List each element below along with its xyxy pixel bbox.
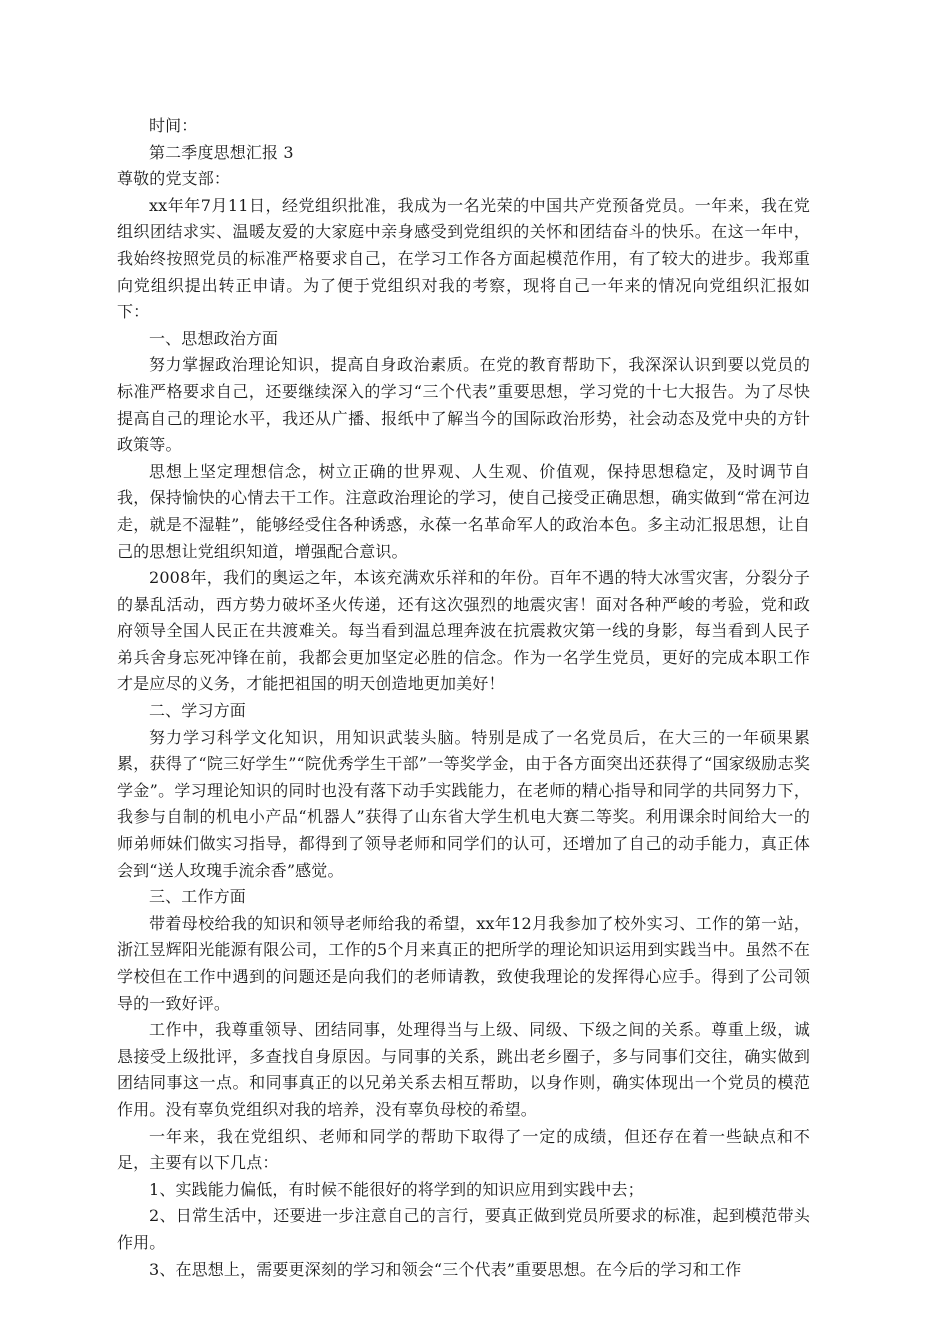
section-heading-study: 二、学习方面 bbox=[149, 701, 246, 721]
section-heading-political: 一、思想政治方面 bbox=[149, 328, 279, 348]
list-item-3: 3、在思想上，需要更深刻的学习和领会“三个代表”重要思想。在今后的学习和工作 bbox=[149, 1259, 742, 1279]
section-heading-work: 三、工作方面 bbox=[149, 887, 246, 907]
salutation: 尊敬的党支部： bbox=[117, 169, 231, 189]
paragraph-work-2: 工作中，我尊重领导、团结同事，处理得当与上级、同级、下级之间的关系。尊重上级，诚恳接受上级批评，多查找自身原因。与同事的关系，跳出老乡圈子，多与同事们交往，确实做到团结同事这一点。和同事真正的以兄弟关系去相互帮助，以身作则，确实体现出一个党员的模范作用。没有辜负党组织对我的培养，没有辜负母校的希望。 bbox=[117, 1020, 810, 1119]
paragraph-summary: 一年来，我在党组织、老师和同学的帮助下取得了一定的成绩，但还存在着一些缺点和不足，主要有以下几点： bbox=[117, 1126, 810, 1173]
paragraph-study: 努力学习科学文化知识，用知识武装头脑。特别是成了一名党员后，在大三的一年硕果累累，获得了“院三好学生”“院优秀学生干部”一等奖学金，由于各方面突出还获得了“国家级励志奖学金”。学习理论知识的同时也没有落下动手实践能力，在老师的精心指导和同学的共同努力下，我参与自制的机电小产品“机器人”获得了山东省大学生机电大赛二等奖。利用课余时间给大一的师弟师妹们做实习指导，都得到了领导老师和同学们的认可，还增加了自己的动手能力，真正体会到“送人玫瑰手流余香”感觉。 bbox=[117, 727, 810, 880]
paragraph-intro: xx年年7月11日，经党组织批准，我成为一名光荣的中国共产党预备党员。一年来，我在党组织团结求实、温暖友爱的大家庭中亲身感受到党组织的关怀和团结奋斗的快乐。在这一年中，我始终按照党员的标准严格要求自己，在学习工作各方面起模范作用，有了较大的进步。我郑重向党组织提出转正申请。为了便于党组织对我的考察，现将自己一年来的情况向党组织汇报如下： bbox=[117, 195, 810, 322]
paragraph-political-1: 努力掌握政治理论知识，提高自身政治素质。在党的教育帮助下，我深深认识到要以党员的标准严格要求自己，还要继续深入的学习“三个代表”重要思想，学习党的十七大报告。为了尽快提高自己的理论水平，我还从广播、报纸中了解当今的国际政治形势，社会动态及党中央的方针政策等。 bbox=[117, 355, 810, 455]
document-page bbox=[117, 113, 810, 1283]
list-item-1: 1、实践能力偏低，有时候不能很好的将学到的知识应用到实践中去； bbox=[149, 1179, 644, 1199]
time-label: 时间： bbox=[149, 116, 198, 135]
paragraph-political-3: 2008年，我们的奥运之年，本该充满欢乐祥和的年份。百年不遇的特大冰雪灾害，分裂分子的暴乱活动，西方势力破坏圣火传递，还有这次强烈的地震灾害！面对各种严峻的考验，党和政府领导全国人民正在共渡难关。每当看到温总理奔波在抗震救灾第一线的身影，每当看到人民子弟兵舍身忘死冲锋在前，我都会更加坚定必胜的信念。作为一名学生党员，更好的完成本职工作才是应尽的义务，才能把祖国的明天创造地更加美好！ bbox=[117, 568, 810, 694]
document-title: 第二季度思想汇报 3 bbox=[149, 142, 294, 162]
paragraph-work-1: 带着母校给我的知识和领导老师给我的希望，xx年12月我参加了校外实习、工作的第一站，浙江昱辉阳光能源有限公司，工作的5个月来真正的把所学的理论知识运用到实践当中。虽然不在学校但在工作中遇到的问题还是向我们的老师请教，致使我理论的发挥得心应手。得到了公司领导的一致好评。 bbox=[117, 913, 810, 1013]
paragraph-political-2: 思想上坚定理想信念，树立正确的世界观、人生观、价值观，保持思想稳定，及时调节自我，保持愉快的心情去干工作。注意政治理论的学习，使自己接受正确思想，确实做到“常在河边走，就是不湿鞋”，能够经受住各种诱惑，永葆一名革命军人的政治本色。多主动汇报思想，让自己的思想让党组织知道，增强配合意识。 bbox=[117, 461, 810, 561]
list-item-2: 2、日常生活中，还要进一步注意自己的言行，要真正做到党员所要求的标准，起到模范带头作用。 bbox=[117, 1206, 810, 1252]
